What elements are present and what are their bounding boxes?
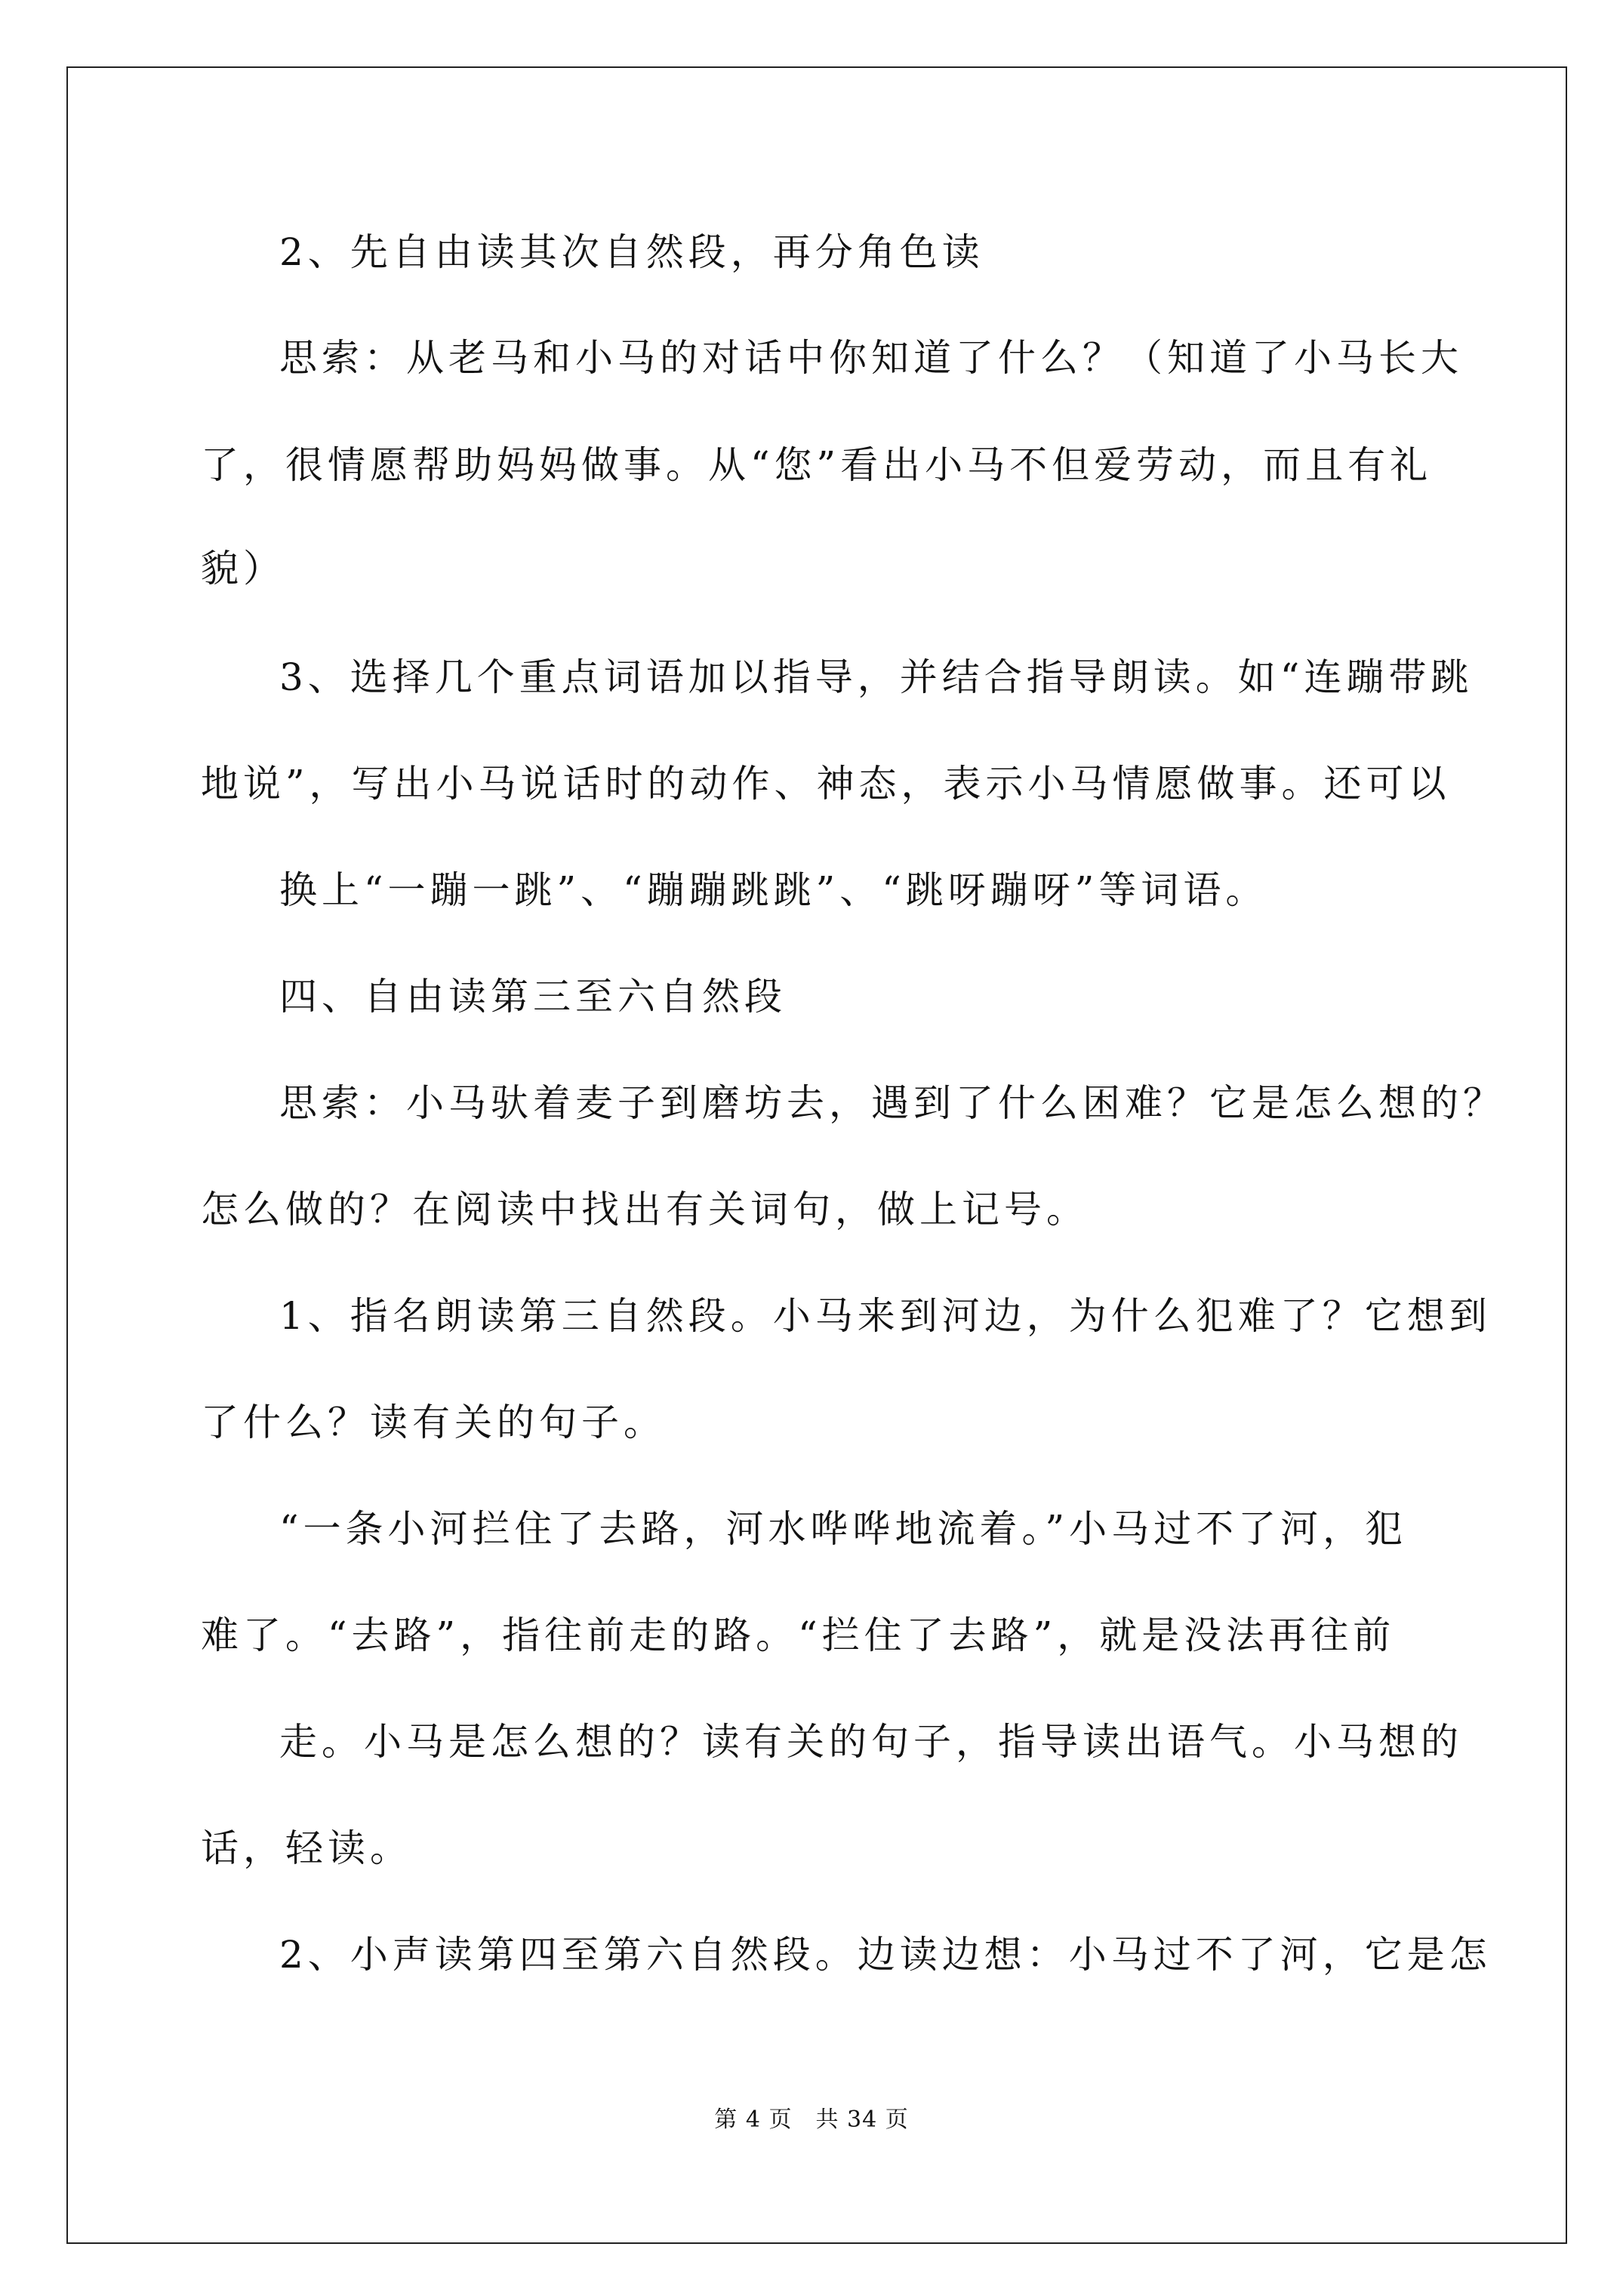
paragraph-line: “一条小河拦住了去路，河水哗哗地流着。”小马过不了河，犯	[279, 1507, 1408, 1551]
paragraph-line: 四、自由读第三至六自然段	[279, 975, 787, 1019]
paragraph-line: 思索：从老马和小马的对话中你知道了什么？（知道了小马长大	[279, 336, 1463, 380]
paragraph-line: 换上“一蹦一跳”、“蹦蹦跳跳”、“跳呀蹦呀”等词语。	[279, 868, 1268, 912]
paragraph-line: 思索：小马驮着麦子到磨坊去，遇到了什么困难？它是怎么想的？	[279, 1081, 1505, 1125]
paragraph-line: 了什么？读有关的句子。	[201, 1401, 666, 1444]
paragraph-line: 地说”，写出小马说话时的动作、神态，表示小马情愿做事。还可以	[201, 762, 1451, 806]
paragraph-line: 3、选择几个重点词语加以指导，并结合指导朗读。如“连蹦带跳	[279, 655, 1474, 699]
paragraph-line: 2、先自由读其次自然段，再分角色读	[279, 230, 984, 274]
paragraph-line: 2、小声读第四至第六自然段。边读边想：小马过不了河，它是怎	[279, 1933, 1492, 1977]
paragraph-line: 1、指名朗读第三自然段。小马来到河边，为什么犯难了？它想到	[279, 1294, 1492, 1338]
paragraph-line: 怎么做的？在阅读中找出有关词句，做上记号。	[201, 1188, 1089, 1231]
page-number-footer: 第 4 页 共 34 页	[714, 2106, 909, 2133]
page-border	[66, 66, 1567, 2244]
paragraph-line: 话，轻读。	[201, 1826, 412, 1870]
paragraph-line: 了，很情愿帮助妈妈做事。从“您”看出小马不但爱劳动，而且有礼	[201, 443, 1433, 487]
paragraph-line: 难了。“去路”，指往前走的路。“拦住了去路”，就是没法再往前	[201, 1613, 1396, 1657]
paragraph-line: 貌）	[201, 547, 285, 590]
paragraph-line: 走。小马是怎么想的？读有关的句子，指导读出语气。小马想的	[279, 1720, 1463, 1764]
